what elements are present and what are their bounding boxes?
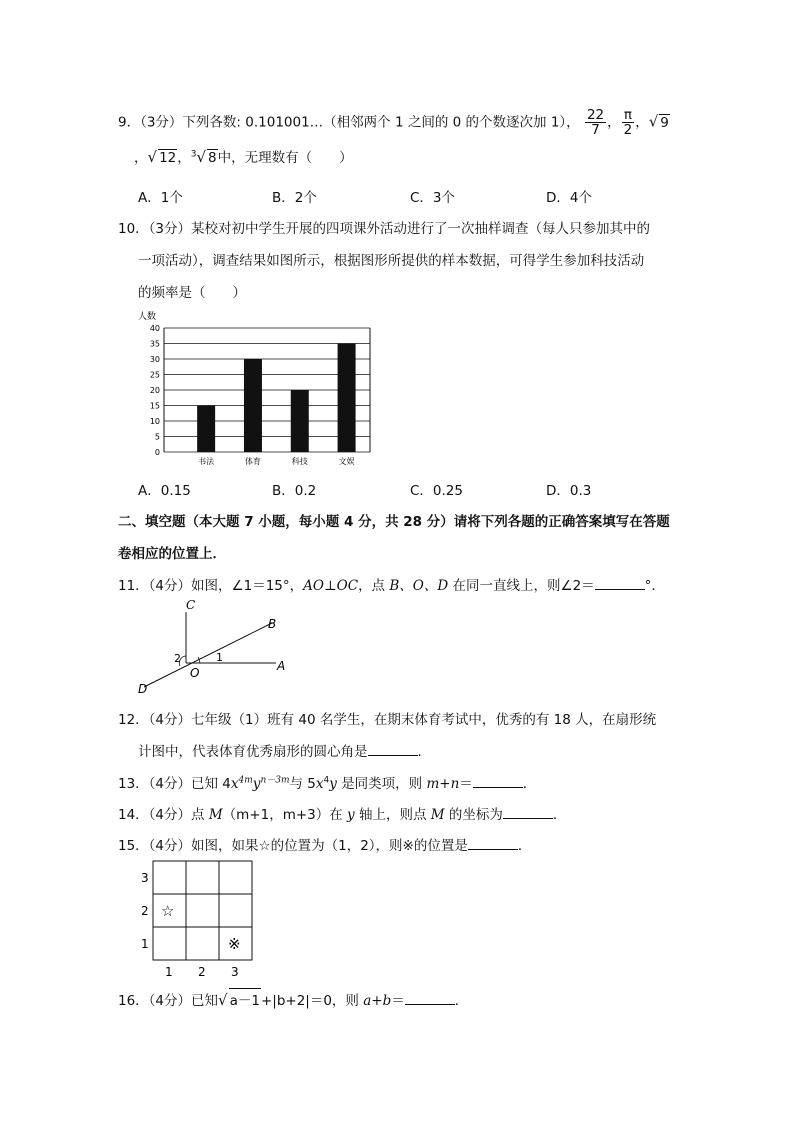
- chart-bar: [291, 390, 309, 452]
- q11-text: 11．（4分）如图，∠1＝15°，AO⊥OC，点 B、O、D 在同一直线上，则∠2＝ °．: [118, 578, 665, 594]
- grid-col-label-1: 1: [165, 965, 173, 979]
- q9-head: 9．（3分）下列各数: 0.101001…（相邻两个 1 之间的 0 的个数逐次加 1），: [118, 114, 580, 131]
- grid-col-label-3: 3: [231, 965, 239, 979]
- grid-row-label-3: 3: [141, 871, 149, 885]
- q10-option-a[interactable]: A．0.15: [138, 483, 191, 499]
- q11-answer-blank[interactable]: [595, 577, 645, 590]
- chart-ytick-label: 15: [149, 401, 160, 411]
- q16-sqrt: a－1: [229, 988, 261, 1009]
- grid-row-label-1: 1: [141, 937, 149, 951]
- q9-cbrt-index: 3: [190, 149, 197, 160]
- chart-bar: [197, 406, 215, 453]
- q12-line2: 计图中，代表体育优秀扇形的圆心角是 ．: [138, 744, 431, 760]
- q9-frac-pi-2: $\frac{\pi}{2}$: [623, 107, 633, 139]
- chart-xtick-label: 科技: [291, 457, 308, 466]
- q9-line2: ，√ 12，$^3$√ 8中，无理数有（ ）: [134, 148, 353, 166]
- grid-row-label-2: 2: [141, 904, 149, 918]
- bar-chart: [138, 306, 388, 468]
- section2-line1: 二、填空题（本大题 7 小题，每小题 4 分，共 28 分）请将下列各题的正确答案填写在答题: [118, 514, 670, 530]
- q14-answer-blank[interactable]: [503, 806, 553, 819]
- chart-ytick-label: 35: [149, 339, 160, 349]
- q10-line2: 一项活动），调查结果如图所示，根据图形所提供的样本数据，可得学生参加科技活动: [138, 253, 645, 269]
- label-angle-2: 2: [174, 652, 181, 665]
- q16-text: 16．（4分）已知√ a－1+|b+2|＝0，则 a+b＝ ．: [118, 988, 468, 1009]
- chart-ytick-label: 20: [149, 386, 160, 395]
- q10-line3: 的频率是（ ）: [138, 285, 246, 301]
- q15-text: 15．（4分）如图，如果☆的位置为（1，2），则※的位置是 ．: [118, 838, 532, 854]
- q9-option-a[interactable]: A．1个: [138, 190, 183, 206]
- label-o: O: [190, 666, 200, 680]
- q10-option-d[interactable]: D．0.3: [546, 483, 592, 499]
- q16-answer-blank[interactable]: [405, 992, 455, 1005]
- chart-ytick-label: 10: [149, 417, 160, 426]
- q9-option-c[interactable]: C．3个: [410, 190, 456, 206]
- label-b: B: [268, 617, 277, 631]
- chart-ylabel: 人数: [138, 312, 157, 322]
- q9-frac-22-7: $\frac{22}{7}$: [586, 107, 605, 139]
- chart-xtick-label: 体育: [244, 457, 261, 466]
- chart-xtick-label: 书法: [198, 457, 215, 466]
- chart-xtick-label: 文娱: [338, 457, 355, 466]
- q10-option-c[interactable]: C．0.25: [410, 483, 463, 499]
- chart-bar: [244, 359, 262, 452]
- q14-text: 14．（4分）点 M（m+1，m+3）在 y 轴上，则点 M 的坐标为 ．: [118, 807, 567, 823]
- chart-ytick-label: 25: [149, 370, 160, 380]
- q15-answer-blank[interactable]: [468, 837, 518, 850]
- label-a: A: [277, 659, 286, 673]
- chart-ytick-label: 5: [154, 432, 160, 442]
- q15-grid-figure: [138, 858, 278, 982]
- q10-line1: 10．（3分）某校对初中学生开展的四项课外活动进行了一次抽样调查（每人只参加其中的: [118, 221, 651, 237]
- star-icon: ☆: [161, 902, 175, 920]
- label-c: C: [186, 598, 196, 612]
- q13-text: 13．（4分）已知 $4x^{4m}y^{n-3m}$与 $5x^4y$ 是同类项，则 m+n＝ ．: [118, 775, 537, 792]
- label-d: D: [138, 682, 148, 696]
- q9-line1: 9．（3分）下列各数: 0.101001…（相邻两个 1 之间的 0 的个数逐次加 1）， $\frac{22}{7}$ ， $\frac{\pi}{2}$ ，√ 9: [118, 107, 669, 139]
- chart-ytick-label: 0: [154, 448, 160, 457]
- reference-mark-icon: ※: [228, 935, 241, 953]
- chart-ytick-label: 30: [149, 355, 160, 364]
- q12-line1: 12．（4分）七年级（1）班有 40 名学生，在期末体育考试中，优秀的有 18 人，在扇形统: [118, 712, 657, 728]
- q9-sqrt9: 9: [660, 114, 669, 131]
- q9-sqrt12: 12: [159, 150, 177, 166]
- q9-option-b[interactable]: B．2个: [272, 190, 317, 206]
- chart-ytick-label: 40: [149, 324, 160, 333]
- q13-answer-blank[interactable]: [473, 775, 523, 788]
- grid-col-label-2: 2: [198, 965, 206, 979]
- label-angle-1: 1: [216, 651, 223, 664]
- section2-line2: 卷相应的位置上．: [118, 546, 226, 562]
- chart-bar: [338, 344, 356, 453]
- q10-option-b[interactable]: B．0.2: [272, 483, 317, 499]
- q12-answer-blank[interactable]: [368, 743, 418, 756]
- q9-cbrt8: 8: [208, 150, 217, 166]
- q11-angle-figure: [134, 596, 294, 696]
- q9-option-d[interactable]: D．4个: [546, 190, 592, 206]
